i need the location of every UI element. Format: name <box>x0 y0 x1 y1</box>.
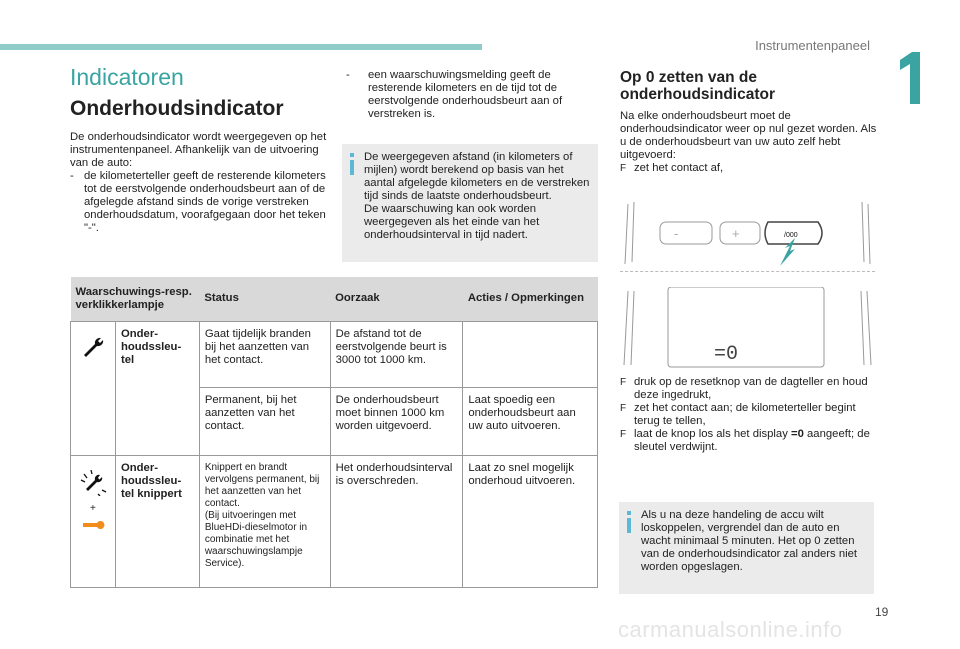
action-cell <box>463 321 598 387</box>
info-icon <box>348 153 356 175</box>
status-cell: Gaat tijdelijk branden bij het aanzetten van het contact. <box>199 321 330 387</box>
header-bar <box>0 44 482 50</box>
section-heading: Onderhoudsindicator <box>70 97 284 120</box>
reset-steps <box>620 376 882 454</box>
intro-bullet-1: - de kilometerteller geeft de resterende kilometers tot de eerstvolgende onderhoudsbeurt aan of de afgelegde afstand sinds de vorige verstreken onderhoudsdatum, voorafgegaan door het teken "-". <box>70 170 326 234</box>
step-4: F laat de knop los als het display =0 aangeeft; de sleutel verdwijnt. <box>620 428 870 453</box>
dashboard-buttons-illustration <box>620 196 875 271</box>
chapter-number-1 <box>898 52 920 104</box>
reset-button: /000 <box>784 232 798 239</box>
cause-cell: De afstand tot de eerstvolgende beurt is 3000 tot 1000 km. <box>330 321 463 387</box>
plus-sign: + <box>90 502 96 514</box>
page-number: 19 <box>875 605 889 619</box>
plus-button: + <box>732 226 740 241</box>
display-zero: =0 <box>714 343 739 366</box>
intro-bullet-2: - een waarschuwingsmelding geeft de resterende kilometers en de tijd tot de eerstvolgende onderhoudsbeurt aan of verstreken is. <box>346 69 563 120</box>
section-title: Instrumentenpaneel <box>755 38 870 53</box>
table-header-row <box>71 277 598 321</box>
lamp-cell <box>71 321 116 455</box>
cause-cell: De onderhoudsbeurt moet binnen 1000 km worden uitgevoerd. <box>330 387 463 455</box>
watermark: carmanualsonline.info <box>618 617 843 642</box>
lamp-name-service-key: Onder-houdssleu-tel <box>115 321 199 455</box>
intro-text: De onderhoudsindicator wordt weergegeven op het instrumentenpaneel. Afhankelijk van de uitvoering van de auto: - de kilometerteller geeft de resterende kilometers tot de eerstvolgende onderhoudsbeurt aan of de afgelegde afstand sinds de vorige verstreken onderhoudsdatum, voorafgegaan door het teken "-". <box>70 131 332 235</box>
action-cell: Laat zo snel mogelijk onderhoud uitvoeren. <box>463 455 598 587</box>
info-box-battery: Als u na deze handeling de accu wilt loskoppelen, vergrendel dan de auto en wacht minimaal 5 minuten. Het op 0 zetten van de onderhoudsindicator zal anders niet worden opgeslagen. <box>619 502 874 594</box>
lamp-name-service-key-flashing: Onder-houdssleu-tel knippert <box>115 455 199 587</box>
divider <box>620 271 875 272</box>
minus-button: - <box>674 226 679 241</box>
reset-intro: Na elke onderhoudsbeurt moet de onderhoudsindicator weer op nul gezet worden. Als u de onderhoudsbeurt van uw auto zelf hebt uitgevoerd: F zet het contact af, <box>620 110 882 175</box>
header-lamp: Waarschuwings-resp. verklikkerlampje <box>71 277 200 321</box>
header-cause: Oorzaak <box>330 277 463 321</box>
header-status: Status <box>199 277 330 321</box>
table-row <box>71 321 598 387</box>
step-2: F druk op de resetknop van de dagteller en houd deze ingedrukt, <box>620 376 868 401</box>
status-cell: Permanent, bij het aanzetten van het contact. <box>199 387 330 455</box>
action-cell: Laat spoedig een onderhoudsbeurt aan uw auto uitvoeren. <box>463 387 598 455</box>
status-cell: Knippert en brandt vervolgens permanent, bij het aanzetten van het contact. (Bij uitvoeringen met BlueHDi-dieselmotor in combinatie met het waarschuwingslampje Service). <box>199 455 330 587</box>
table-row <box>71 455 598 587</box>
cause-cell: Het onderhoudsinterval is overschreden. <box>330 455 463 587</box>
orange-wrench-icon <box>81 517 105 533</box>
odometer-display-illustration <box>620 287 875 369</box>
page-heading: Indicatoren <box>70 64 184 90</box>
info-box-distance: De weergegeven afstand (in kilometers of mijlen) wordt berekend op basis van het aantal afgelegde kilometers en de verstreken tijd sinds de laatste onderhoudsbeurt. De waarschuwing kan ook worden weergegeven als het einde van het onderhoudsinterval in tijd nadert. <box>342 144 598 262</box>
header-action: Acties / Opmerkingen <box>463 277 598 321</box>
warning-table <box>70 277 598 588</box>
lamp-cell <box>71 455 116 587</box>
flashing-wrench-icon <box>78 470 108 496</box>
wrench-icon <box>81 336 105 360</box>
step-3: F zet het contact aan; de kilometerteller begint terug te tellen, <box>620 402 856 427</box>
step-1: F zet het contact af, <box>620 162 724 174</box>
info-icon <box>625 511 633 533</box>
reset-heading: Op 0 zetten van de onderhoudsindicator <box>620 69 775 103</box>
